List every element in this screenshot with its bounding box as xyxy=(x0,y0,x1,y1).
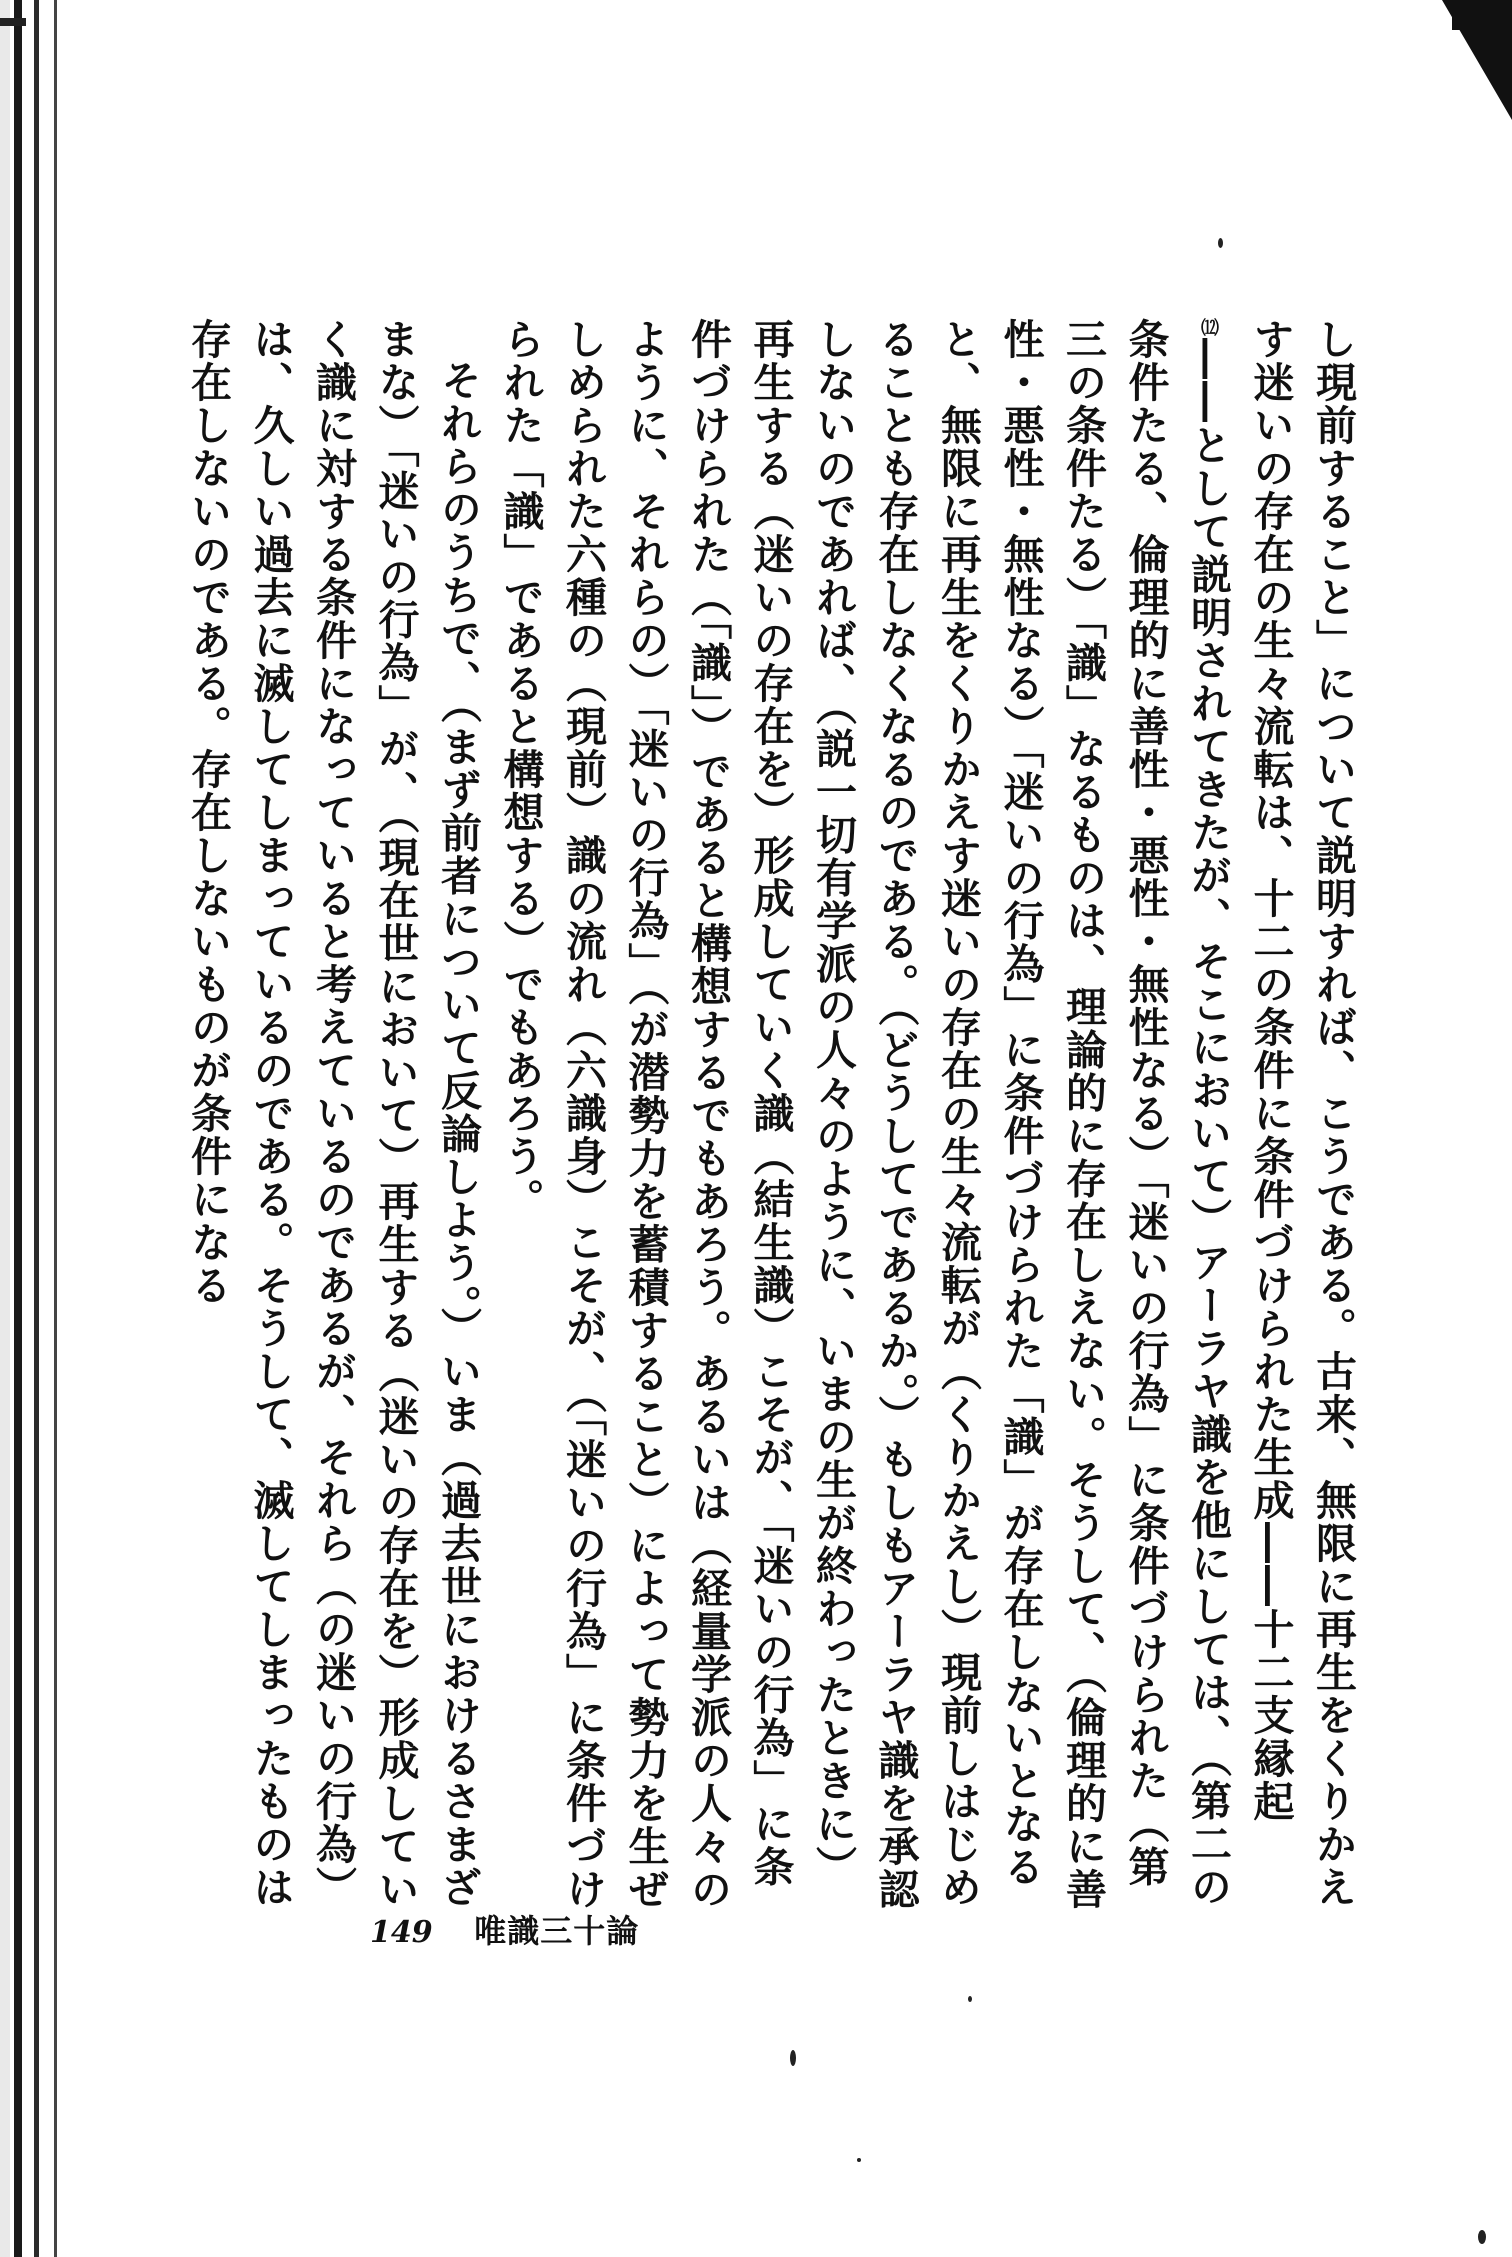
binding-shadow xyxy=(0,0,10,2257)
scan-speck xyxy=(968,1996,972,2002)
paragraph-text: それらのうちで、（まず前者について反論しよう。）いま（過去世におけるさまざまな）「迷いの行為」が、（現在世において）再生する（迷いの存在を）形成していく識に対する条件になっていると考えているのであるが、それら（の迷いの行為）は、久しい過去に滅してしまっているのである。そうして、滅してしまったものは存在しないのである。存在しないものが条件になる xyxy=(184,318,482,1911)
page-footer xyxy=(370,1906,639,1952)
scan-speck xyxy=(790,2050,796,2066)
scan-speck xyxy=(857,2158,861,2162)
paragraph-text-continued: ――として説明されてきたが、そこにおいて）アーラヤ識を他にしては、（第二の条件たる、倫理的に善性・悪性・無性なる）「迷いの行為」に条件づけられた（第三の条件たる）「識」なるものは、理論的に存在しえない。そうして、（倫理的に善性・悪性・無性なる）「迷いの行為」に条件づけられた「識」が存在しないとなると、無限に再生をくりかえす迷いの存在の生々流転が（くりかえし）現前しはじめることも存在しなくなるのである。（どうしてであるか。）もしもアーラヤ識を承認しないのであれば、（説一切有学派の人々のように、いまの生が終わったときに）再生する（迷いの存在を）形成していく識（結生識）こそが、「迷いの行為」に条件づけられた（「識」）であると構想するでもあろう。あるいは（経量学派の人々のように、それらの）「迷いの行為」（が潜勢力を蓄積すること）によって勢力を生ぜしめられた六種の（現前）識の流れ（六識身）こそが、（「迷いの行為」に条件づけられた「識」であると構想する）でもあろう。 xyxy=(496,318,1232,1911)
scan-speck xyxy=(1478,2230,1486,2244)
note-reference: ⑿ xyxy=(1198,318,1219,338)
page-number: 149 xyxy=(370,1915,433,1950)
corner-fold-shadow xyxy=(1442,0,1512,120)
paragraph-text: し現前すること」について説明すれば、こうである。古来、無限に再生をくりかえす迷いの存在の生々流転は、十二の条件に条件づけられた生成――十二支縁起 xyxy=(1246,318,1357,1909)
body-text xyxy=(184,318,1364,1918)
scan-speck xyxy=(1218,238,1223,248)
paragraph xyxy=(177,318,490,1918)
binding-edge-line xyxy=(34,0,39,2257)
paragraph xyxy=(489,318,1364,1918)
binding-mark xyxy=(0,18,26,26)
running-title: 唯識三十論 xyxy=(474,1912,640,1950)
binding-edge-line xyxy=(14,0,22,2257)
binding-edge-line xyxy=(54,0,57,2257)
